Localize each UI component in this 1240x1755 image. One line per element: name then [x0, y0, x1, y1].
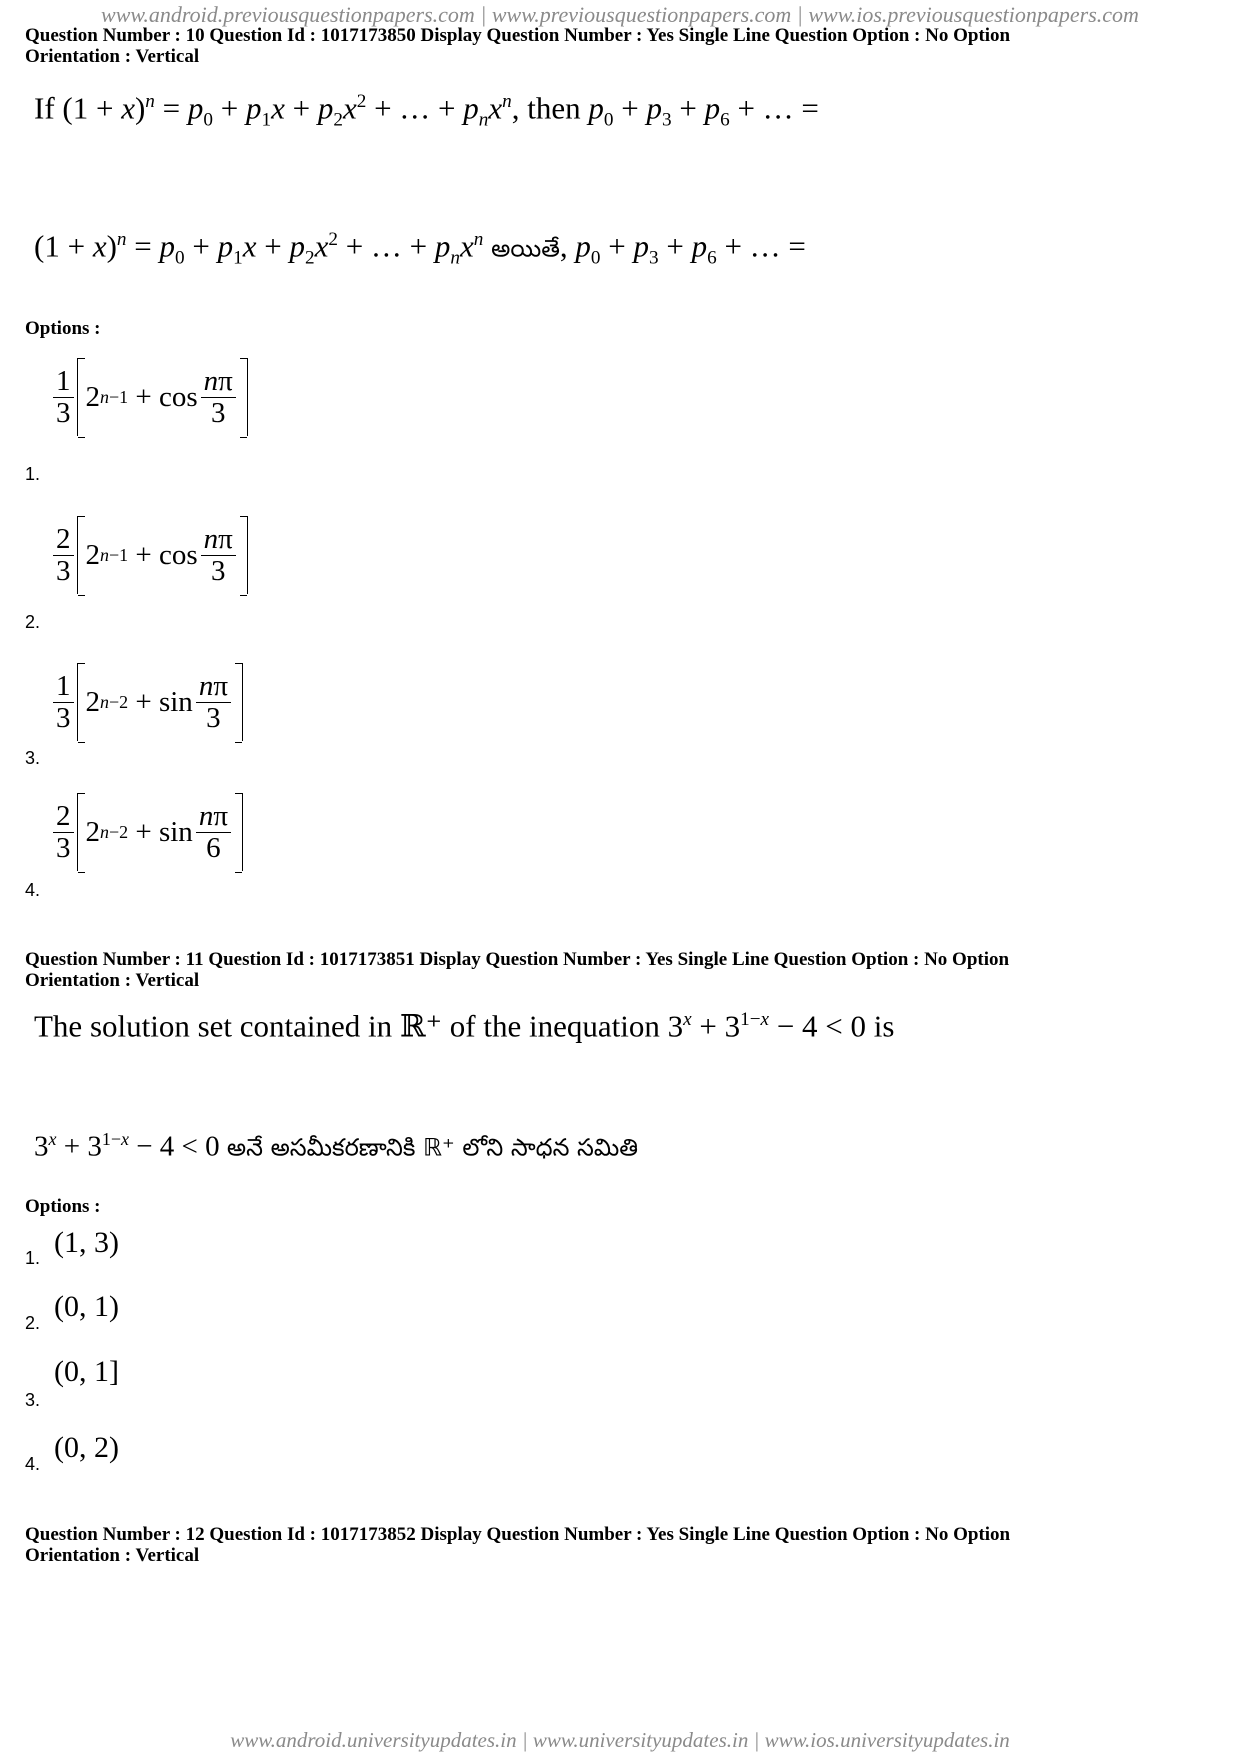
question-12-meta-line1: Question Number : 12 Question Id : 1017173852 Display Question Number : Yes Single Line Question Option : No Option: [25, 1524, 1011, 1545]
question-10-telugu-word: అయితే: [491, 234, 560, 263]
question-10-english-equation: If $(1 + x)^n = p_0 + p_1x + p_2x^2$ + … + $p_nx^n$, then $p_0 + p_3 + p_6$ + … =: [34, 90, 819, 131]
footer-watermark: www.android.universityupdates.in | www.universityupdates.in | www.ios.universityupdates.in: [230, 1728, 1010, 1752]
question-10-meta-line1: Question Number : 10 Question Id : 1017173850 Display Question Number : Yes Single Line Question Option : No Option: [25, 25, 1011, 46]
question-12-meta: [25, 1524, 1215, 1566]
question-11-option-4[interactable]: (0, 2): [54, 1431, 119, 1464]
question-11-option-3[interactable]: (0, 1]: [54, 1355, 119, 1388]
question-10-meta: [25, 25, 1215, 67]
question-10-meta-line2: Orientation : Vertical: [25, 46, 200, 67]
header-watermark: www.android.previousquestionpapers.com | www.previousquestionpapers.com | www.ios.previousquestionpapers.com: [101, 2, 1139, 27]
question-10-options-label: Options :: [25, 318, 101, 339]
question-10-option-4[interactable]: $\frac{2}{3}$ 2 n−2 + sin $\frac{n\pi}{6}$: [50, 793, 243, 871]
question-11-option-3-number: 3.: [25, 1390, 41, 1410]
question-10-option-2[interactable]: $\frac{2}{3}$ 2 n−1 + cos $\frac{n\pi}{3}$: [50, 516, 248, 594]
question-10-option-2-number: 2.: [25, 612, 41, 632]
question-11-telugu-text: $3^x + 3^{1-x} - 4 < 0$ అనే అసమీకరణానికి ℝ⁺ లోని సాధన సమితి: [34, 1129, 639, 1163]
question-11-option-2-number: 2.: [25, 1313, 41, 1333]
question-11-meta-line1: Question Number : 11 Question Id : 1017173851 Display Question Number : Yes Single Line Question Option : No Option: [25, 949, 1010, 970]
question-10-option-3-number: 3.: [25, 748, 41, 768]
question-11-option-1-number: 1.: [25, 1248, 41, 1268]
question-10-option-4-number: 4.: [25, 880, 41, 900]
question-11-options-label: Options :: [25, 1196, 101, 1217]
question-11-option-1[interactable]: (1, 3): [54, 1226, 119, 1259]
question-11-english-text: The solution set contained in ℝ⁺ of the inequation $3^x + 3^{1-x} - 4 < 0$ is: [34, 1008, 895, 1044]
question-11-option-4-number: 4.: [25, 1454, 41, 1474]
question-10-option-1-number: 1.: [25, 464, 41, 484]
question-10-telugu-equation: $(1 + x)^n = p_0 + p_1x + p_2x^2$ + … + $p_nx^n$ అయితే, $p_0 + p_3 + p_6$ + … =: [34, 228, 806, 269]
question-10-then-word: then: [527, 90, 581, 126]
question-11-meta-line2: Orientation : Vertical: [25, 970, 200, 991]
question-10-option-1[interactable]: $\frac{1}{3}$ 2 n−1 + cos $\frac{n\pi}{3}$: [50, 358, 248, 436]
question-12-meta-line2: Orientation : Vertical: [25, 1545, 200, 1566]
question-11-english-text-b: is: [873, 1008, 895, 1044]
question-11-option-2[interactable]: (0, 1): [54, 1290, 119, 1323]
question-11-english-text-a: The solution set contained in ℝ⁺ of the inequation: [34, 1008, 660, 1044]
question-11-telugu-words: అనే అసమీకరణానికి ℝ⁺ లోని సాధన సమితి: [226, 1133, 639, 1162]
question-11-meta: [25, 949, 1215, 991]
question-10-option-3[interactable]: $\frac{1}{3}$ 2 n−2 + sin $\frac{n\pi}{3}$: [50, 663, 243, 741]
